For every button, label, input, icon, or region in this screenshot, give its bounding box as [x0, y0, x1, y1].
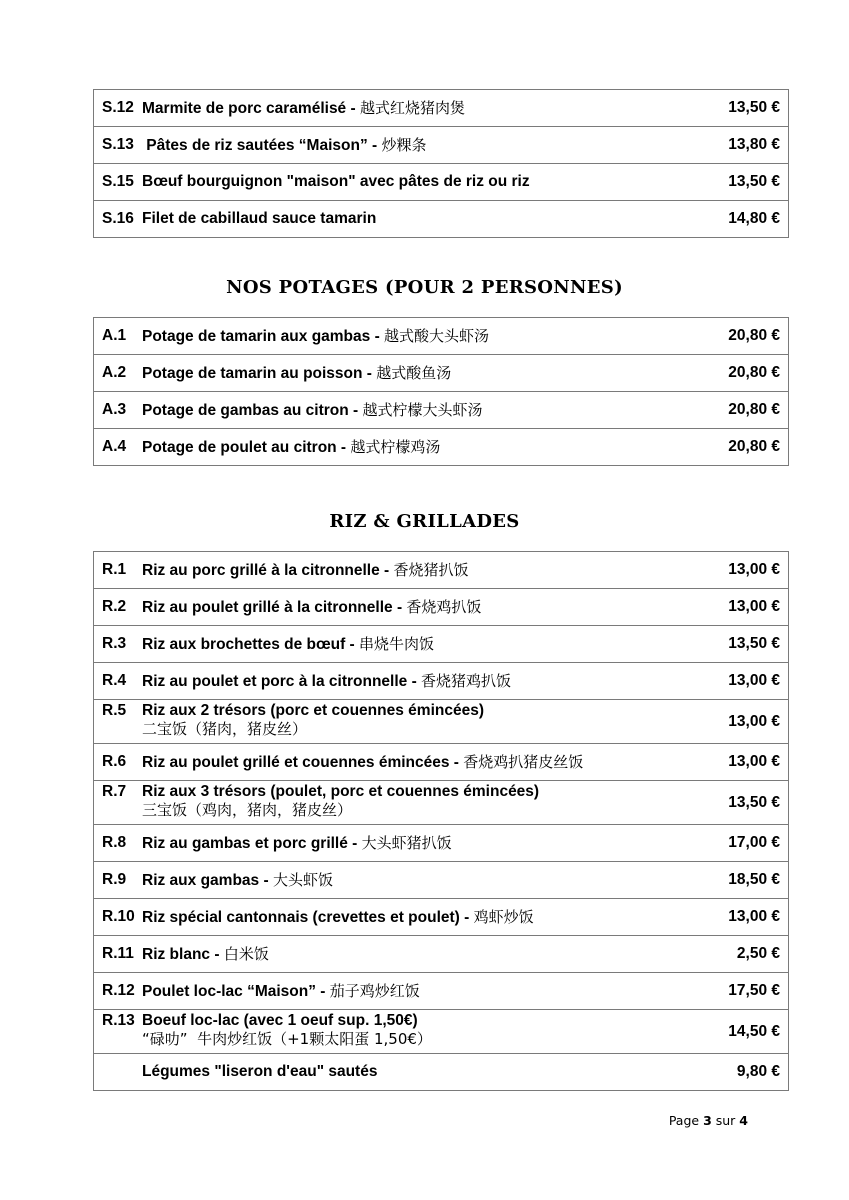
item-name: Poulet loc-lac “Maison” - [142, 982, 330, 1000]
item-name-cell [136, 936, 692, 973]
menu-row [94, 318, 789, 355]
item-code: R.5 [94, 700, 137, 744]
menu-row [94, 936, 789, 973]
item-name: Potage de tamarin aux gambas - [142, 327, 385, 345]
item-name: Riz aux 3 trésors (poulet, porc et couennes émincées) [142, 783, 540, 800]
item-name: Marmite de porc caramélisé - [142, 99, 360, 117]
item-name-chinese: 大头虾猪扒饭 [361, 833, 452, 852]
item-name-chinese: 越式酸大头虾汤 [384, 326, 490, 345]
item-name-chinese: 大头虾饭 [272, 870, 333, 889]
item-price: 13,00 € [692, 589, 789, 626]
item-price: 13,50 € [692, 626, 789, 663]
item-name: Filet de cabillaud sauce tamarin [142, 210, 377, 227]
item-name-chinese: 香烧猪扒饭 [393, 560, 469, 579]
item-name-cell [136, 973, 692, 1010]
item-name-cell [136, 392, 692, 429]
item-price: 20,80 € [692, 392, 789, 429]
menu-row [94, 127, 789, 164]
item-code: S.15 [94, 164, 137, 201]
item-name-cell [136, 318, 692, 355]
menu-row [94, 1054, 789, 1091]
item-price: 13,50 € [692, 90, 789, 127]
item-name-chinese: 越式柠檬鸡汤 [350, 437, 441, 456]
item-name-chinese: 香烧鸡扒饭 [406, 597, 482, 616]
item-code: R.3 [94, 626, 137, 663]
item-price: 18,50 € [692, 862, 789, 899]
menu-row [94, 781, 789, 825]
item-price: 17,00 € [692, 825, 789, 862]
item-name-cell [136, 700, 692, 744]
footer-page-total: 4 [739, 1113, 748, 1128]
item-name-chinese: 越式酸鱼汤 [376, 363, 452, 382]
item-code: A.1 [94, 318, 137, 355]
item-name-cell [136, 899, 692, 936]
item-price: 20,80 € [692, 429, 789, 466]
item-price: 13,00 € [692, 899, 789, 936]
item-price: 2,50 € [692, 936, 789, 973]
menu-row [94, 862, 789, 899]
item-code: S.13 [94, 127, 137, 164]
item-name: Riz au poulet grillé et couennes émincées - [142, 753, 464, 771]
item-price: 13,00 € [692, 663, 789, 700]
item-name: Pâtes de riz sautées “Maison” - [142, 136, 382, 154]
item-price: 13,00 € [692, 552, 789, 589]
item-name: Potage de poulet au citron - [142, 438, 351, 456]
item-name-cell [136, 201, 692, 238]
menu-row [94, 392, 789, 429]
item-name: Riz blanc - [142, 945, 224, 963]
item-name: Riz au poulet grillé à la citronnelle - [142, 598, 407, 616]
item-price: 13,00 € [692, 744, 789, 781]
menu-row [94, 589, 789, 626]
item-code: S.12 [94, 90, 137, 127]
item-code [94, 1054, 137, 1091]
section-title-potages: NOS POTAGES (POUR 2 PERSONNES) [226, 277, 623, 298]
item-name-cell [136, 1054, 692, 1091]
menu-row [94, 973, 789, 1010]
item-code: A.3 [94, 392, 137, 429]
item-name: Riz au gambas et porc grillé - [142, 834, 362, 852]
item-code: R.1 [94, 552, 137, 589]
item-price: 13,50 € [692, 164, 789, 201]
footer-prefix: Page [668, 1113, 704, 1128]
footer-middle: sur [711, 1113, 740, 1128]
menu-row [94, 700, 789, 744]
menu-row [94, 663, 789, 700]
item-name-chinese: 茄子鸡炒红饭 [329, 981, 420, 1000]
item-name-cell [136, 355, 692, 392]
item-price: 13,00 € [692, 700, 789, 744]
item-name-cell [136, 589, 692, 626]
item-code: R.6 [94, 744, 137, 781]
menu-row [94, 355, 789, 392]
item-name-cell [136, 127, 692, 164]
item-code: R.10 [94, 899, 137, 936]
item-name: Riz aux 2 trésors (porc et couennes émincées) [142, 702, 484, 719]
item-name-cell [136, 164, 692, 201]
menu-row [94, 744, 789, 781]
item-code: A.4 [94, 429, 137, 466]
item-name-cell [136, 744, 692, 781]
item-price: 20,80 € [692, 355, 789, 392]
item-code: R.2 [94, 589, 137, 626]
item-code: R.11 [94, 936, 137, 973]
item-price: 14,50 € [692, 1010, 789, 1054]
item-name-cell [136, 781, 692, 825]
menu-table-potages [93, 317, 789, 466]
item-subtitle-chinese: 二宝饭（猪肉，猪皮丝） [142, 720, 308, 738]
item-name: Potage de tamarin au poisson - [142, 364, 377, 382]
menu-row [94, 429, 789, 466]
menu-row [94, 899, 789, 936]
item-name-cell [136, 429, 692, 466]
item-code: R.7 [94, 781, 137, 825]
item-name: Riz aux brochettes de bœuf - [142, 635, 360, 653]
item-name-chinese: 香烧鸡扒猪皮丝饭 [463, 752, 584, 771]
item-name: Boeuf loc-lac (avec 1 oeuf sup. 1,50€) [142, 1012, 418, 1029]
item-code: R.8 [94, 825, 137, 862]
item-name-chinese: 串烧牛肉饭 [359, 634, 435, 653]
item-subtitle-chinese: “碌叻” 牛肉炒红饭（+1颗太阳蛋 1,50€） [142, 1030, 432, 1048]
item-name: Riz spécial cantonnais (crevettes et poulet) - [142, 908, 474, 926]
menu-row [94, 825, 789, 862]
page-footer [669, 1113, 748, 1128]
footer-page-number: 3 [703, 1113, 712, 1128]
item-name: Riz au porc grillé à la citronnelle - [142, 561, 394, 579]
item-name: Riz au poulet et porc à la citronnelle - [142, 672, 422, 690]
item-price: 13,80 € [692, 127, 789, 164]
menu-table-riz-grillades [93, 551, 789, 1091]
item-code: R.12 [94, 973, 137, 1010]
item-price: 9,80 € [692, 1054, 789, 1091]
item-name-cell [136, 663, 692, 700]
menu-row [94, 90, 789, 127]
item-name-chinese: 白米饭 [223, 944, 269, 963]
item-subtitle-chinese: 三宝饭（鸡肉，猪肉，猪皮丝） [142, 801, 353, 819]
item-name-cell [136, 552, 692, 589]
item-code: A.2 [94, 355, 137, 392]
section-title-riz-grillades: RIZ & GRILLADES [329, 511, 520, 532]
item-name: Riz aux gambas - [142, 871, 273, 889]
item-code: S.16 [94, 201, 137, 238]
item-name-chinese: 香烧猪鸡扒饭 [421, 671, 512, 690]
item-price: 13,50 € [692, 781, 789, 825]
menu-row [94, 626, 789, 663]
menu-table-specialites [93, 89, 789, 238]
item-code: R.13 [94, 1010, 137, 1054]
menu-row [94, 201, 789, 238]
menu-row [94, 1010, 789, 1054]
item-name-cell [136, 90, 692, 127]
item-name-chinese: 越式柠檬大头虾汤 [362, 400, 483, 419]
item-name: Potage de gambas au citron - [142, 401, 363, 419]
item-name-chinese: 炒粿条 [381, 135, 427, 154]
item-price: 17,50 € [692, 973, 789, 1010]
item-name-cell [136, 626, 692, 663]
item-price: 14,80 € [692, 201, 789, 238]
item-code: R.9 [94, 862, 137, 899]
menu-row [94, 552, 789, 589]
item-name-cell [136, 1010, 692, 1054]
item-name-chinese: 鸡虾炒饭 [473, 907, 534, 926]
item-name-cell [136, 862, 692, 899]
item-name: Légumes "liseron d'eau" sautés [142, 1063, 378, 1080]
item-name-cell [136, 825, 692, 862]
item-code: R.4 [94, 663, 137, 700]
item-price: 20,80 € [692, 318, 789, 355]
item-name-chinese: 越式红烧猪肉煲 [359, 98, 465, 117]
item-name: Bœuf bourguignon "maison" avec pâtes de riz ou riz [142, 173, 530, 190]
menu-row [94, 164, 789, 201]
